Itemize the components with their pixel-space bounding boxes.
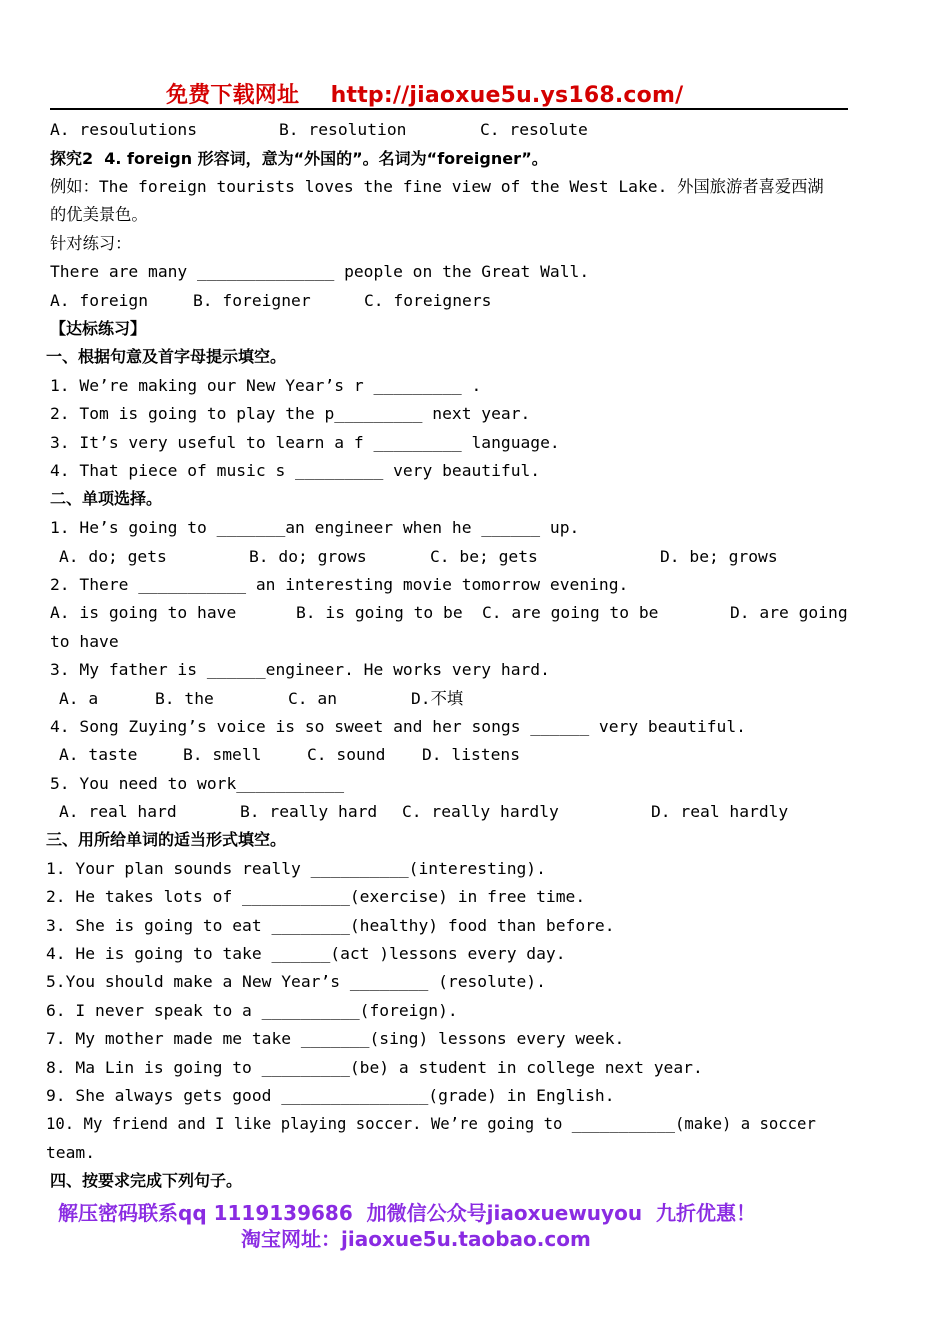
section2-q3-option-c: C. an xyxy=(288,689,338,708)
section2-q3-option-a: A. a xyxy=(59,689,99,708)
section3-title: 三、用所给单词的适当形式填空。 xyxy=(46,830,287,849)
section2-q5-option-c: C. really hardly xyxy=(402,802,559,821)
top-option-c: C. resolute xyxy=(480,120,588,139)
section3-item-10: 10. My friend and I like playing soccer. We’re going to ___________(make) a soccer xyxy=(46,1115,816,1133)
section2-q4-option-c: C. sound xyxy=(307,745,386,764)
section3-item-4: 4. He is going to take ______(act )lessons every day. xyxy=(46,944,566,963)
section2-q2-option-c: C. are going to be xyxy=(482,603,659,622)
top-option-a: A. resoulutions xyxy=(50,120,198,139)
section4-title: 四、按要求完成下列句子。 xyxy=(50,1171,243,1190)
explore2-option-b: B. foreigner xyxy=(193,291,311,310)
explore2-option-a: A. foreign xyxy=(50,291,149,310)
section2-q5-option-d: D. real hardly xyxy=(651,802,789,821)
section2-q2-option-a: A. is going to have xyxy=(50,603,237,622)
section3-item-9: 9. She always gets good _______________(grade) in English. xyxy=(46,1086,615,1105)
explore2-example-line1: 例如：The foreign tourists loves the fine view of the West Lake. 外国旅游者喜爱西湖 xyxy=(50,177,824,196)
section2-q5: 5. You need to work___________ xyxy=(50,774,345,793)
header-download-url: 免费下载网址 http://jiaoxue5u.ys168.com/ xyxy=(166,83,684,108)
section2-title: 二、单项选择。 xyxy=(50,489,163,508)
section3-item-5: 5.You should make a New Year’s ________ (resolute). xyxy=(46,972,546,991)
section2-q4-option-b: B. smell xyxy=(183,745,262,764)
footer-taobao-line: 淘宝网址：jiaoxue5u.taobao.com xyxy=(241,1227,591,1251)
section2-q4: 4. Song Zuying’s voice is so sweet and her songs ______ very beautiful. xyxy=(50,717,746,736)
top-option-b: B. resolution xyxy=(279,120,407,139)
explore2-example-line2: 的优美景色。 xyxy=(50,205,148,224)
footer-contact-line: 解压密码联系qq 1119139686 加微信公众号jiaoxuewuyou 九折优惠！ xyxy=(58,1201,756,1225)
section2-q1: 1. He’s going to _______an engineer when he ______ up. xyxy=(50,518,580,537)
section3-item-7: 7. My mother made me take _______(sing) lessons every week. xyxy=(46,1029,625,1048)
page-header xyxy=(50,76,848,110)
section3-item-10-wrap: team. xyxy=(46,1143,96,1162)
explore2-practice-label: 针对练习： xyxy=(50,234,132,253)
section2-q2-option-d: D. are going xyxy=(730,603,848,622)
section2-q1-option-d: D. be; grows xyxy=(660,547,778,566)
section2-q2-wrap: to have xyxy=(50,632,119,651)
section3-item-2: 2. He takes lots of ___________(exercise) in free time. xyxy=(46,887,586,906)
section2-q3-option-d: D.不填 xyxy=(411,689,464,708)
section3-item-1: 1. Your plan sounds really __________(interesting). xyxy=(46,859,546,878)
explore2-title: 探究2 4. foreign 形容词，意为“外国的”。名词为“foreigner”。 xyxy=(50,149,548,168)
dabiao-heading: 【达标练习】 xyxy=(50,319,147,338)
section2-q3: 3. My father is ______engineer. He works very hard. xyxy=(50,660,550,679)
section2-q4-option-a: A. taste xyxy=(59,745,138,764)
section2-q5-option-a: A. real hard xyxy=(59,802,177,821)
section1-item-1: 1. We’re making our New Year’s r _________ . xyxy=(50,376,482,395)
section3-item-3: 3. She is going to eat ________(healthy) food than before. xyxy=(46,916,615,935)
section2-q3-option-b: B. the xyxy=(155,689,214,708)
explore2-question: There are many ______________ people on the Great Wall. xyxy=(50,262,590,281)
section2-q4-option-d: D. listens xyxy=(422,745,521,764)
section1-item-3: 3. It’s very useful to learn a f _________ language. xyxy=(50,433,560,452)
section1-item-2: 2. Tom is going to play the p_________ next year. xyxy=(50,404,531,423)
section3-item-6: 6. I never speak to a __________(foreign). xyxy=(46,1001,458,1020)
section1-item-4: 4. That piece of music s _________ very beautiful. xyxy=(50,461,541,480)
section2-q2: 2. There ___________ an interesting movie tomorrow evening. xyxy=(50,575,629,594)
section2-q1-option-c: C. be; gets xyxy=(430,547,538,566)
section2-q1-option-a: A. do; gets xyxy=(59,547,167,566)
section2-q2-option-b: B. is going to be xyxy=(296,603,463,622)
section2-q5-option-b: B. really hard xyxy=(240,802,378,821)
section1-title: 一、根据句意及首字母提示填空。 xyxy=(46,347,287,366)
explore2-option-c: C. foreigners xyxy=(364,291,492,310)
section2-q1-option-b: B. do; grows xyxy=(249,547,367,566)
section3-item-8: 8. Ma Lin is going to _________(be) a student in college next year. xyxy=(46,1058,703,1077)
